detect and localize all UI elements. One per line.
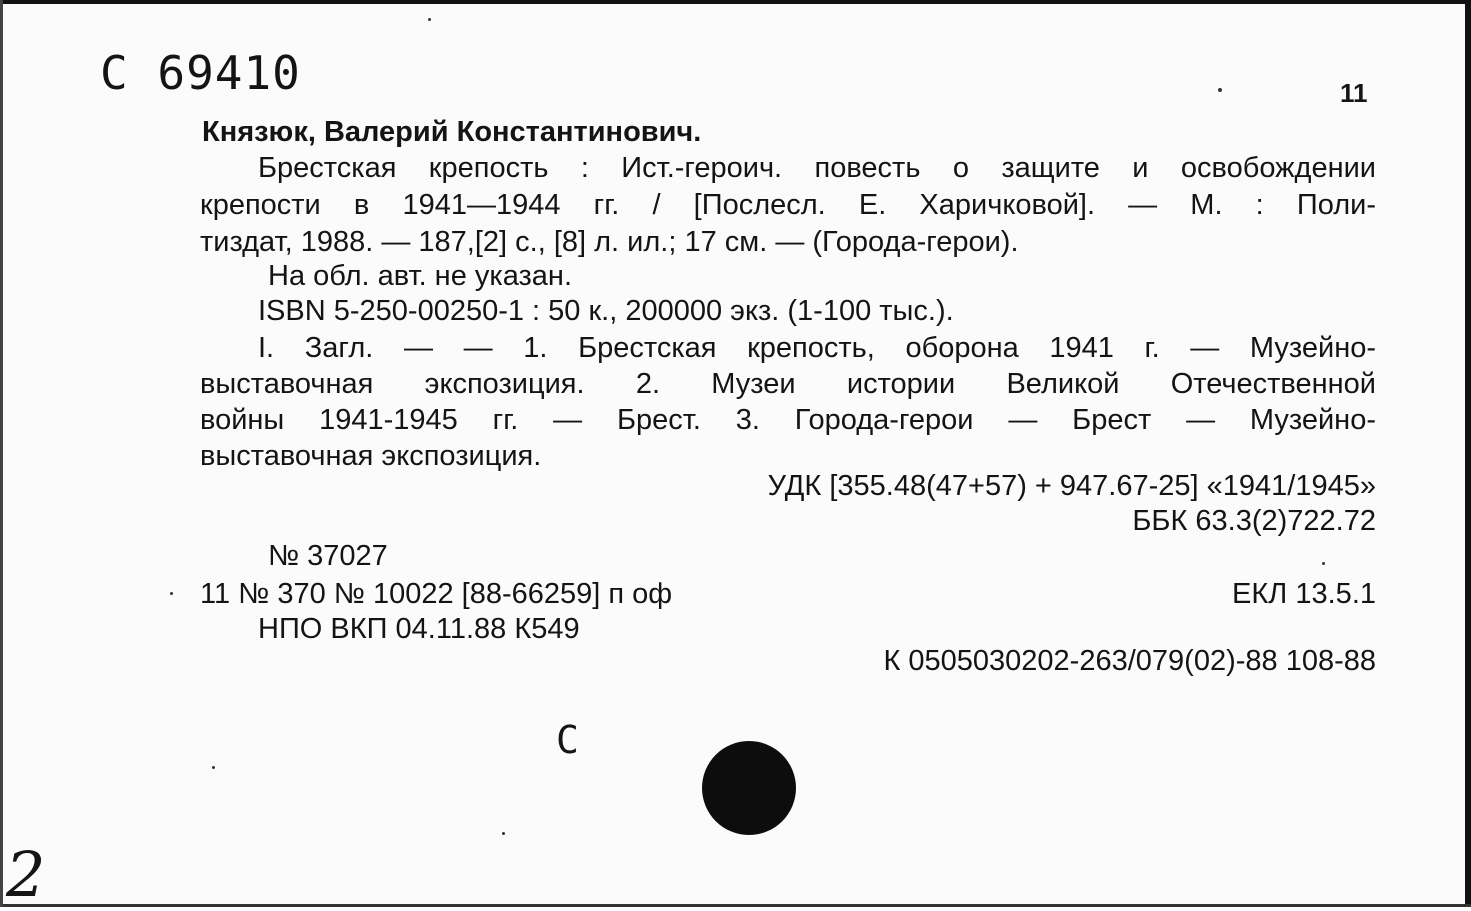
card-edge-left	[0, 0, 3, 907]
speck	[428, 18, 431, 21]
corner-number: 11	[1340, 78, 1368, 108]
speck	[502, 832, 505, 835]
subject-line-4: выставочная экспозиция.	[200, 440, 542, 472]
record-number: № 37027	[268, 540, 388, 572]
subject-line-1: I. Загл. — — 1. Брестская крепость, оборона 1941 г. — Музейно-	[258, 332, 1376, 364]
subject-line-2: выставочная экспозиция. 2. Музеи истории Великой Отечественной	[200, 368, 1376, 400]
order-line: 11 № 370 № 10022 [88-66259] п оф	[200, 578, 673, 610]
speck	[1322, 562, 1325, 565]
punch-hole-dot	[702, 741, 796, 835]
description-line-2: крепости в 1941—1944 гг. / [Послесл. Е. Харичковой]. — М. : Поли-	[200, 189, 1376, 221]
ekl-code: ЕКЛ 13.5.1	[1232, 578, 1376, 610]
description-line-1: Брестская крепость : Ист.-героич. повесть о защите и освобождении	[258, 152, 1376, 184]
card-edge-top	[0, 0, 1471, 4]
bbk-classification: ББК 63.3(2)722.72	[1132, 505, 1376, 537]
note-line: На обл. авт. не указан.	[268, 260, 573, 292]
npo-line: НПО ВКП 04.11.88 К549	[258, 613, 580, 645]
speck	[212, 766, 215, 769]
handwritten-mark: 2	[6, 838, 46, 911]
speck	[1218, 88, 1222, 92]
udk-classification: УДК [355.48(47+57) + 947.67-25] «1941/1945»	[767, 470, 1376, 502]
author-heading: Князюк, Валерий Константинович.	[202, 116, 702, 148]
speck	[170, 592, 173, 595]
call-number: С 69410	[100, 46, 301, 100]
stamp-letter: С	[556, 718, 579, 762]
card-edge-right	[1465, 0, 1471, 907]
subject-line-3: войны 1941-1945 гг. — Брест. 3. Города-герои — Брест — Музейно-	[200, 404, 1376, 436]
description-line-3: тиздат, 1988. — 187,[2] с., [8] л. ил.; 17 см. — (Города-герои).	[200, 226, 1019, 258]
isbn-line: ISBN 5-250-00250-1 : 50 к., 200000 экз. (1-100 тыс.).	[258, 295, 954, 327]
k-code-line: К 0505030202-263/079(02)-88 108-88	[883, 645, 1376, 677]
